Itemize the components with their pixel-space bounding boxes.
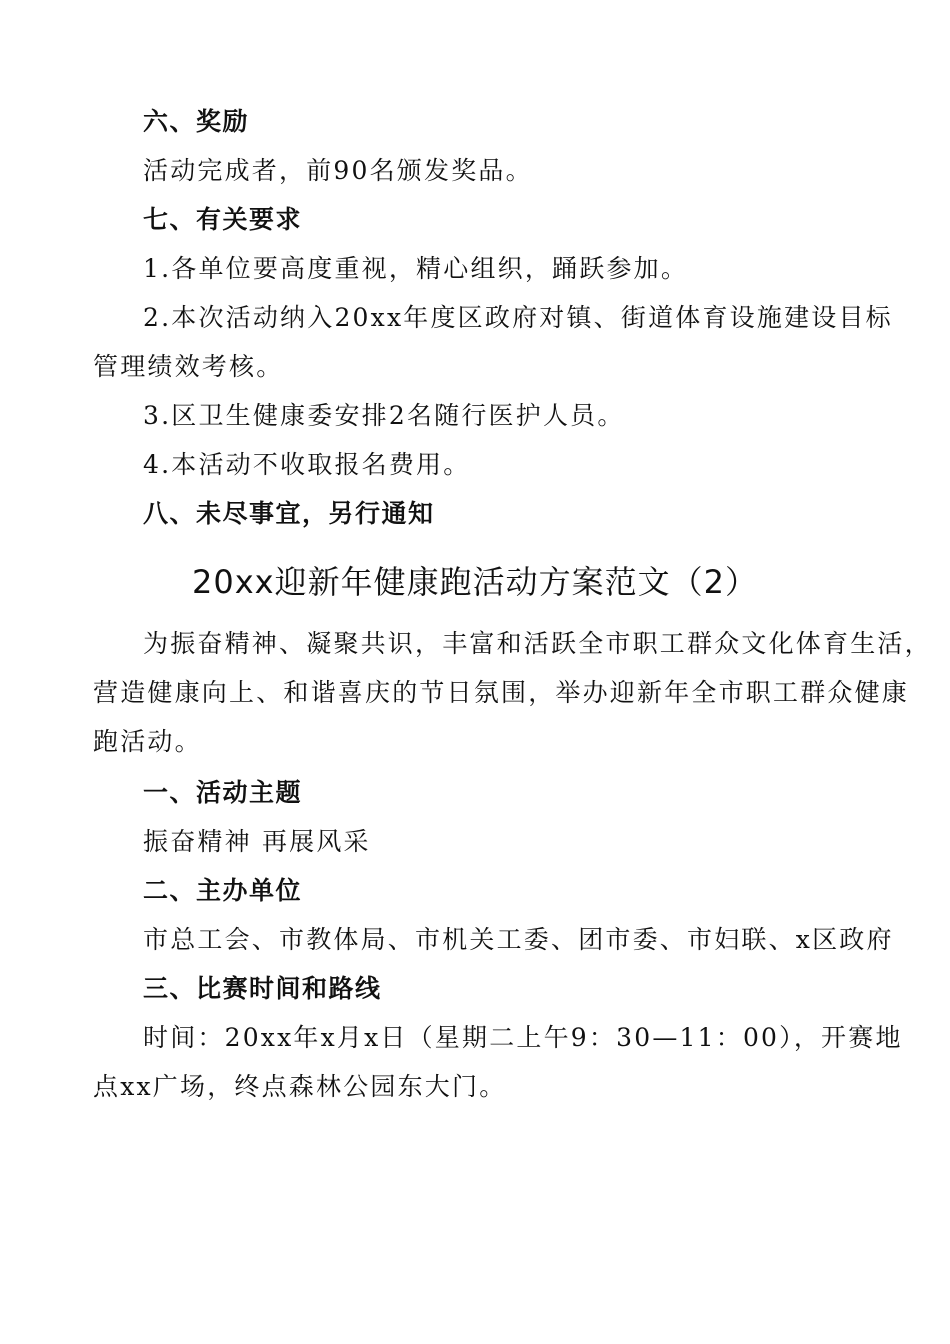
paragraph-line: 市总工会、市教体局、市机关工委、团市委、市妇联、x区政府	[143, 925, 894, 954]
section-heading-other-matters: 八、未尽事宜，另行通知	[143, 499, 435, 528]
paragraph-line: 跑活动。	[93, 727, 202, 756]
paragraph-line: 管理绩效考核。	[93, 352, 284, 381]
paragraph-line: 营造健康向上、和谐喜庆的节日氛围，举办迎新年全市职工群众健康	[93, 678, 910, 707]
paragraph-line: 为振奋精神、凝聚共识，丰富和活跃全市职工群众文化体育生活，	[143, 629, 932, 658]
section-heading-organizers: 二、主办单位	[143, 876, 303, 905]
document-title: 20xx迎新年健康跑活动方案范文（2）	[192, 563, 758, 601]
section-heading-requirements: 七、有关要求	[143, 205, 303, 234]
paragraph-line: 振奋精神 再展风采	[143, 827, 371, 856]
section-heading-theme: 一、活动主题	[143, 778, 303, 807]
paragraph-line: 4.本活动不收取报名费用。	[143, 450, 471, 479]
paragraph-line: 1.各单位要高度重视，精心组织，踊跃参加。	[143, 254, 689, 283]
paragraph-line: 3.区卫生健康委安排2名随行医护人员。	[143, 401, 625, 430]
paragraph-line: 时间：20xx年x月x日（星期二上午9：30—11：00），开赛地	[143, 1023, 903, 1052]
paragraph-line: 活动完成者，前90名颁发奖品。	[143, 156, 533, 185]
section-heading-time-route: 三、比赛时间和路线	[143, 974, 382, 1003]
section-heading-rewards: 六、奖励	[143, 107, 250, 136]
paragraph-line: 点xx广场，终点森林公园东大门。	[93, 1072, 507, 1101]
paragraph-line: 2.本次活动纳入20xx年度区政府对镇、街道体育设施建设目标	[143, 303, 893, 332]
